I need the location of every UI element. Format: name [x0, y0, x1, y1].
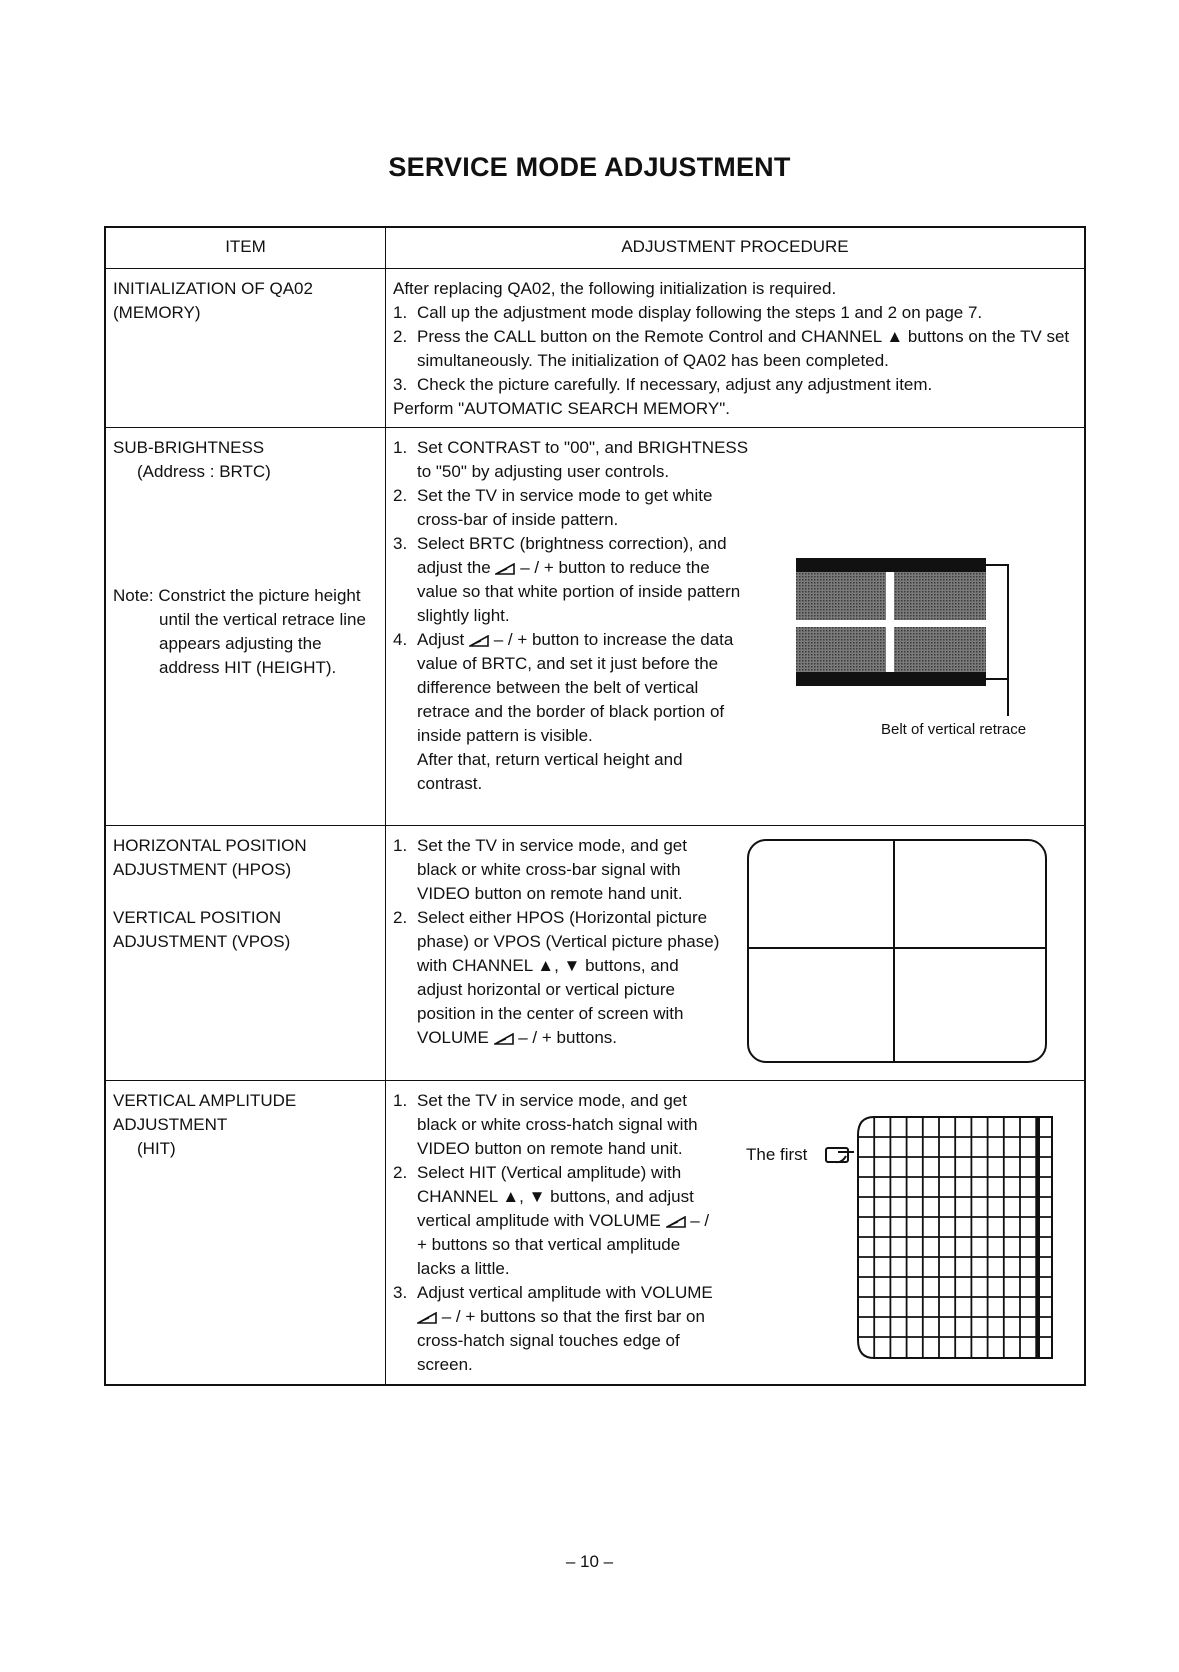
item-title: SUB-BRIGHTNESS — [113, 438, 265, 457]
cross-hatch-screen-figure — [856, 1115, 1056, 1360]
table-row — [106, 825, 1084, 1080]
procedure-cell — [386, 826, 1084, 1080]
page-title: SERVICE MODE ADJUSTMENT — [388, 152, 791, 182]
step-item: 2. Select HIT (Vertical amplitude) with CHANNEL ▲, ▼ buttons, and adjust vertical amplitude with VOLUME – / + buttons so that vertical amplitude lacks a little. — [393, 1163, 710, 1278]
retrace-pattern-figure — [796, 558, 1036, 718]
item-line: HORIZONTAL POSITION — [113, 836, 307, 855]
volume-icon — [469, 635, 489, 647]
step-item: 4. Adjust – / + button to increase the data value of BRTC, and set it just before the difference between the belt of vertical retrace and the border of black portion of inside pattern is visible. — [393, 630, 734, 745]
pointing-hand-icon — [824, 1143, 858, 1167]
procedure-cell — [386, 269, 1084, 427]
step-item: 1. Set the TV in service mode, and get black or white cross-bar signal with VIDEO button on remote hand unit. — [393, 836, 687, 903]
table-row — [106, 268, 1084, 427]
item-cell — [106, 428, 386, 825]
step-item: 2. Set the TV in service mode to get white cross-bar of inside pattern. — [393, 486, 713, 529]
item-line: VERTICAL AMPLITUDE — [113, 1091, 297, 1110]
item-line: (HIT) — [137, 1139, 176, 1158]
step-item: 3. Adjust vertical amplitude with VOLUME – / + buttons so that the first bar on cross-hatch signal touches edge of screen. — [393, 1283, 713, 1374]
item-line: (MEMORY) — [113, 303, 201, 322]
adjustment-table — [104, 226, 1086, 1386]
header-procedure: ADJUSTMENT PROCEDURE — [621, 237, 849, 256]
step-item: 3. Check the picture carefully. If necessary, adjust any adjustment item. — [393, 375, 933, 394]
item-cell — [106, 826, 386, 1080]
table-header — [106, 228, 1084, 268]
item-line: ADJUSTMENT (VPOS) — [113, 932, 291, 951]
step-item: 1. Set CONTRAST to "00", and BRIGHTNESS to "50" by adjusting user controls. — [393, 438, 749, 481]
retrace-label: Belt of vertical retrace — [881, 721, 1027, 738]
page-number: – 10 – — [565, 1552, 614, 1571]
item-line: VERTICAL POSITION — [113, 908, 282, 927]
item-cell — [106, 1081, 386, 1384]
item-cell — [106, 269, 386, 427]
item-line: INITIALIZATION OF QA02 — [113, 279, 313, 298]
procedure-cell — [386, 1081, 1084, 1384]
step-item: 2. Select either HPOS (Horizontal picture phase) or VPOS (Vertical picture phase) with CHANNEL ▲, ▼ buttons, and adjust horizontal or vertical picture position in the center of screen with VOLUME – / + buttons. — [393, 908, 720, 1047]
step-item: 2. Press the CALL button on the Remote Control and CHANNEL ▲ buttons on the TV set simultaneously. The initialization of QA02 has been completed. — [393, 327, 1070, 370]
header-item: ITEM — [106, 228, 386, 268]
intro-text: After replacing QA02, the following initialization is required. — [393, 279, 837, 298]
step-item: 1. Set the TV in service mode, and get black or white cross-hatch signal with VIDEO button on remote hand unit. — [393, 1091, 698, 1158]
volume-icon — [417, 1312, 437, 1324]
table-row — [106, 427, 1084, 825]
procedure-cell — [386, 428, 1084, 825]
item-address: (Address : BRTC) — [137, 462, 271, 481]
first-bar-label: The first — [746, 1145, 808, 1164]
outro-text: Perform "AUTOMATIC SEARCH MEMORY". — [393, 399, 730, 418]
after-text: After that, return vertical height and contrast. — [417, 750, 683, 793]
table-row — [106, 1080, 1084, 1384]
cross-bar-screen-figure — [746, 838, 1051, 1068]
volume-icon — [666, 1216, 686, 1228]
note-text: Note: Constrict the picture height until the vertical retrace line appears adjusting the address HIT (HEIGHT). — [113, 586, 366, 677]
step-item: 1. Call up the adjustment mode display following the steps 1 and 2 on page 7. — [393, 303, 983, 322]
volume-icon — [494, 1033, 514, 1045]
volume-icon — [495, 563, 515, 575]
step-item: 3. Select BRTC (brightness correction), and adjust the – / + button to reduce the value so that white portion of inside pattern slightly light. — [393, 534, 741, 625]
item-line: ADJUSTMENT (HPOS) — [113, 860, 292, 879]
item-line: ADJUSTMENT — [113, 1115, 228, 1134]
